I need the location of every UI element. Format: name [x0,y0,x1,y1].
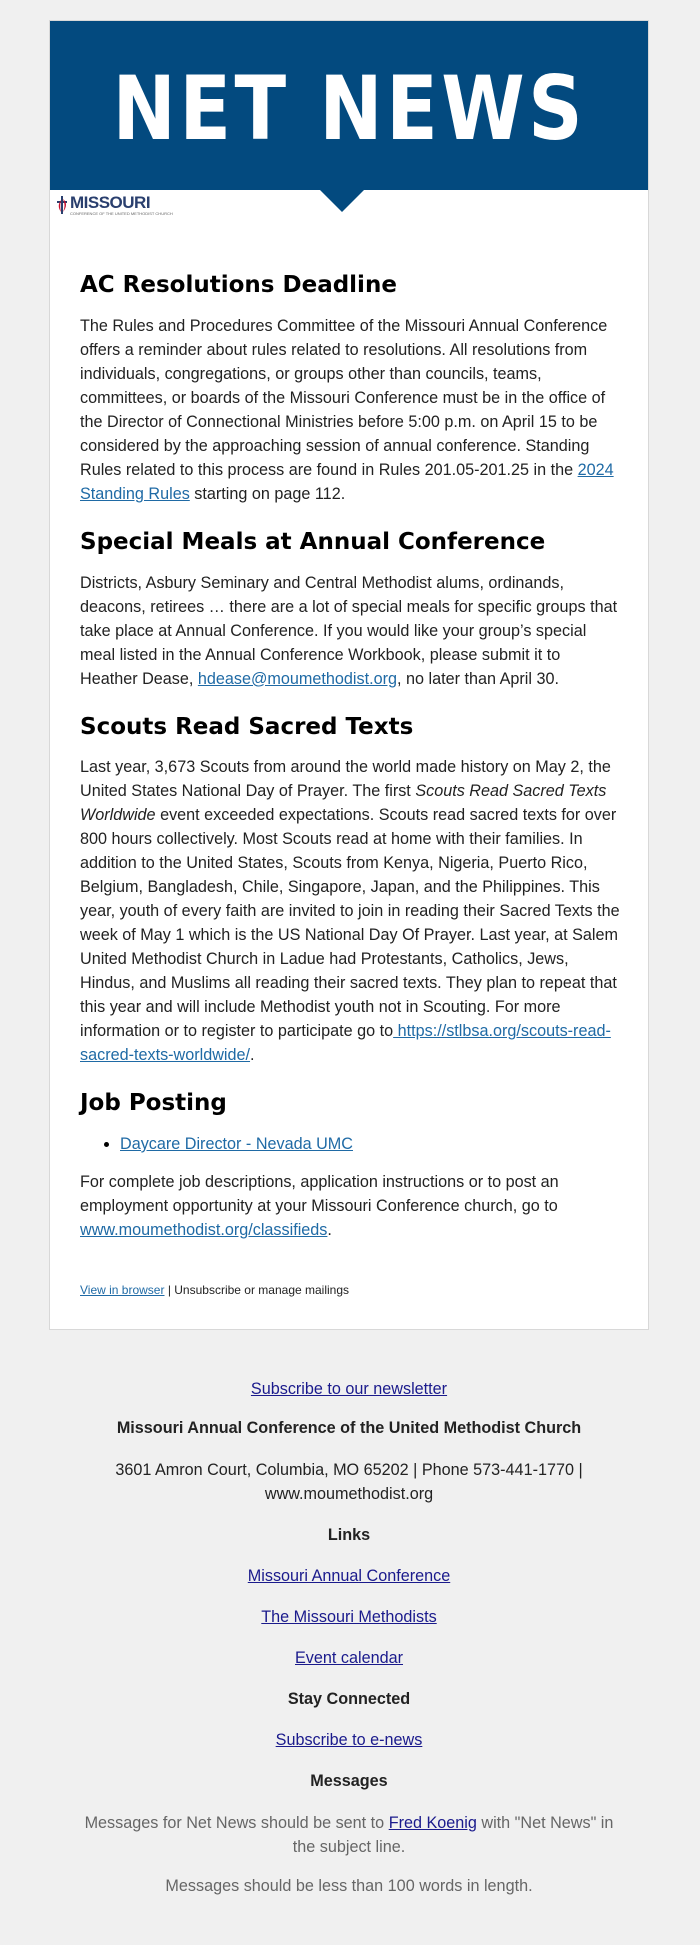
fred-koenig-link[interactable]: Fred Koenig [388,1814,477,1832]
header-banner [50,21,648,190]
link-missouri-methodists[interactable]: The Missouri Methodists [261,1608,437,1626]
jobs-heading: Job Posting [80,1090,227,1117]
link-event-calendar[interactable]: Event calendar [295,1649,403,1667]
unsubscribe-text[interactable]: | Unsubscribe or manage mailings [164,1283,350,1297]
stay-connected-heading: Stay Connected [287,1690,411,1708]
newsletter-content [80,251,622,1256]
hdease-email-link[interactable]: hdease@moumethodist.org [197,669,397,688]
view-in-browser-link[interactable]: View in browser [80,1283,165,1297]
page-footer [49,1380,649,1896]
messages-heading: Messages [310,1772,388,1790]
org-address: 3601 Amron Court, Columbia, MO 65202 | Phone 573-441-1770 | www.moumethodist.org [115,1461,583,1503]
resolutions-text: The Rules and Procedures Committee of the Missouri Annual Conference offers a reminder about rules related to resolutions. All resolutions from individuals, congregations, or groups other than councils, teams, committees, or boards of the Missouri Conference must be in the office of the Director of Connectional Ministries before 5:00 p.m. on April 15 to be considered by the approaching session of annual conference. Standing Rules related to this process are found in Rules 201.05-201.25 in the 2024 Standing Rules starting on page 112. [80,316,614,503]
link-missouri-annual-conference[interactable]: Missouri Annual Conference [247,1567,451,1585]
org-name: Missouri Annual Conference of the United Methodist Church [116,1419,582,1437]
jobs-text: For complete job descriptions, application instructions or to post an employment opportunity at your Missouri Conference church, go to www.moumethodist.org/classifieds. [80,1173,559,1239]
logo-subtitle: CONFERENCE OF THE UNITED METHODIST CHURCH [70,211,173,216]
resolutions-heading: AC Resolutions Deadline [80,272,397,298]
meals-text: Districts, Asbury Seminary and Central Methodist alums, ordinands, deacons, retirees … there are a lot of special meals for specific groups that take place at Annual Conference. If you would like your group’s special meal listed in the Annual Conference Workbook, please submit it to Heather Dease, hdease@moumethodist.org, no later than April 30. [80,573,618,688]
meals-heading: Special Meals at Annual Conference [80,528,546,555]
missouri-logo [56,193,173,219]
logo-wordmark: MISSOURI [70,193,151,212]
job-list [80,1132,622,1156]
list-item [120,1132,622,1156]
job-link-daycare-director[interactable]: Daycare Director - Nevada UMC [120,1135,353,1153]
classifieds-link[interactable]: www.moumethodist.org/classifieds [80,1221,328,1239]
scouts-heading: Scouts Read Sacred Texts [80,713,414,740]
cross-flame-icon [56,195,68,215]
standing-rules-link[interactable]: 2024 Standing Rules [80,460,614,503]
scouts-register-link[interactable]: https://stlbsa.org/scouts-read-sacred-texts-worldwide/ [80,1022,611,1065]
card-footer [80,1283,349,1297]
banner-title: NET NEWS [112,56,586,160]
messages-instructions: Messages for Net News should be sent to Fred Koenig with "Net News" in the subject line. [84,1814,614,1856]
subscribe-enews-link[interactable]: Subscribe to e-news [275,1731,423,1749]
links-heading: Links [327,1526,371,1544]
newsletter-card [49,20,649,1330]
scouts-text: Last year, 3,673 Scouts from around the world made history on May 2, the United States National Day of Prayer. The first Scouts Read Sacred Texts Worldwide event exceeded expectations. Scouts read sacred texts for over 800 hours collectively. Most Scouts read at home with their families. In addition to the United States, Scouts from Kenya, Nigeria, Puerto Rico, Belgium, Bangladesh, Chile, Singapore, Japan, and the Philippines. This year, youth of every faith are invited to join in reading their Sacred Texts the week of May 1 which is the US National Day Of Prayer. Last year, at Salem United Methodist Church in Ladue had Protestants, Catholics, Jews, Hindus, and Muslims all reading their sacred texts. They plan to repeat that this year and will include Methodist youth not in Scouting. For more information or to register to participate go to https://stlbsa.org/scouts-read-sacred-texts-worldwide/. [80,758,620,1065]
subscribe-newsletter-link[interactable]: Subscribe to our newsletter [250,1380,448,1398]
banner-notch [320,190,364,212]
messages-length-note: Messages should be less than 100 words in length. [165,1877,533,1895]
